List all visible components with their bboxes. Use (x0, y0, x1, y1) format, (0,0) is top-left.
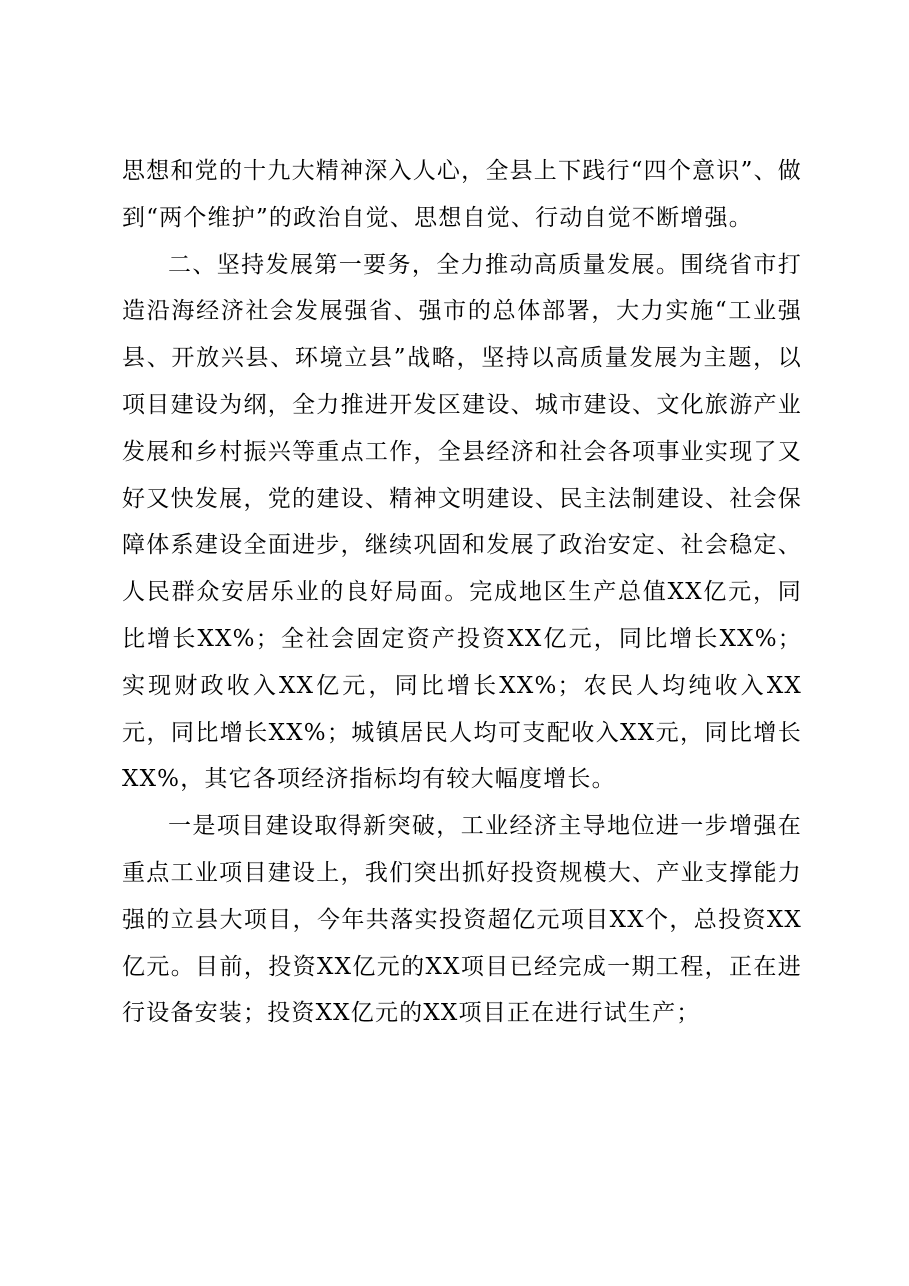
paragraph-project-construction: 一是项目建设取得新突破，工业经济主导地位进一步增强在重点工业项目建设上，我们突出抓好投资规模大、产业支撑能力强的立县大项目，今年共落实投资超亿元项目XX个，总投资XX亿元。目前，投资XX亿元的XX项目已经完成一期工程，正在进行设备安装；投资XX亿元的XX项目正在进行试生产； (122, 813, 802, 1027)
document-body (122, 148, 802, 1037)
paragraph-continuation: 思想和党的十九大精神深入人心，全县上下践行“四个意识”、做到“两个维护”的政治自觉、思想自觉、行动自觉不断增强。 (122, 158, 802, 231)
paragraph-section-two: 二、坚持发展第一要务，全力推动高质量发展。围绕省市打造沿海经济社会发展强省、强市的总体部署，大力实施“工业强县、开放兴县、环境立县”战略，坚持以高质量发展为主题，以项目建设为纲，全力推进开发区建设、城市建设、文化旅游产业发展和乡村振兴等重点工作，全县经济和社会各项事业实现了又好又快发展，党的建设、精神文明建设、民主法制建设、社会保障体系建设全面进步，继续巩固和发展了政治安定、社会稳定、人民群众安居乐业的良好局面。完成地区生产总值XX亿元，同比增长XX%；全社会固定资产投资XX亿元，同比增长XX%；实现财政收入XX亿元，同比增长XX%；农民人均纯收入XX元，同比增长XX%；城镇居民人均可支配收入XX元，同比增长XX%，其它各项经济指标均有较大幅度增长。 (122, 251, 802, 793)
